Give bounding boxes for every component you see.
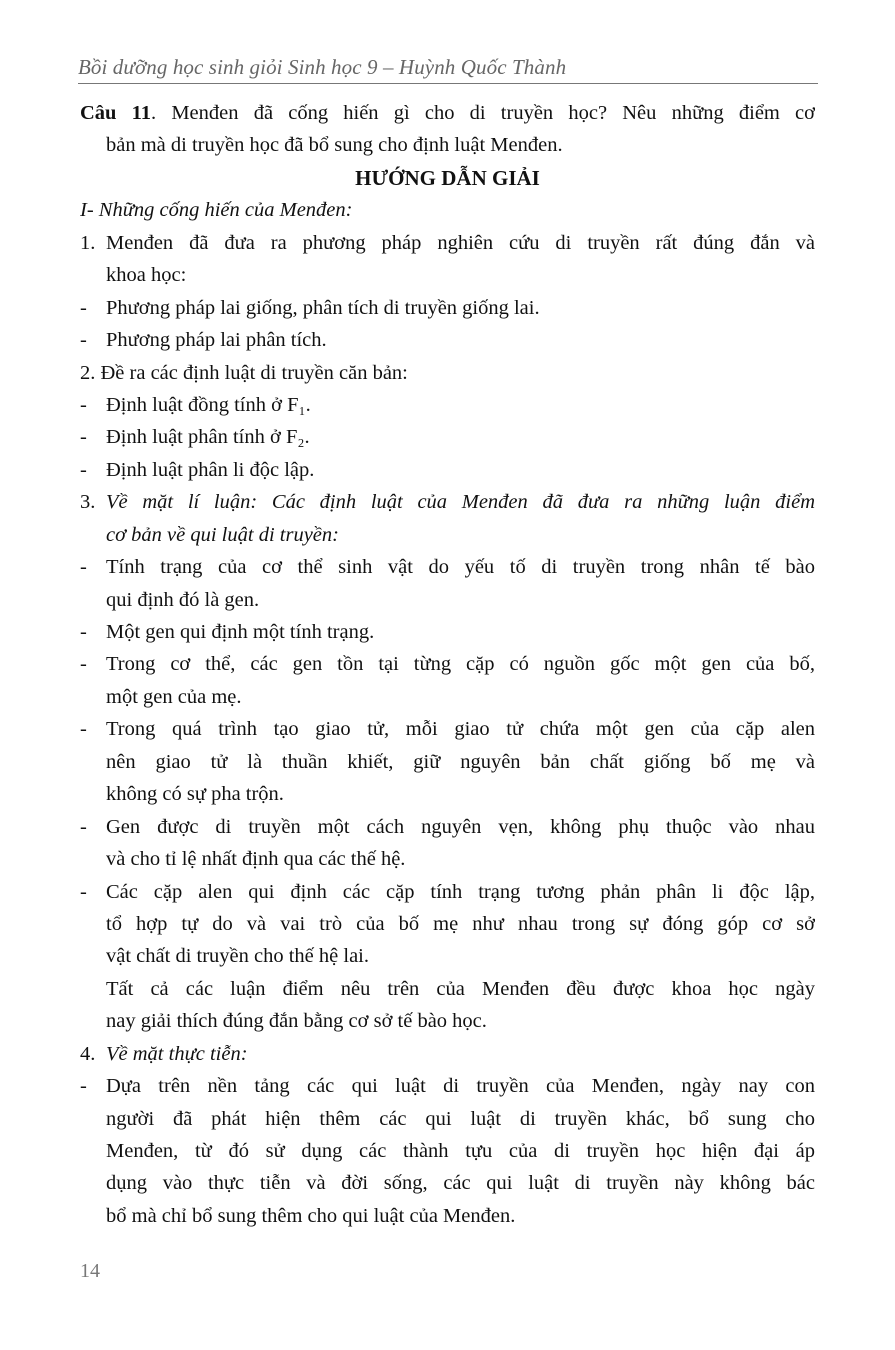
line-text: Gen được di truyền một cách nguyên vẹn, không phụ thuộc vào nhau (106, 815, 815, 838)
line-text: nên giao tử là thuần khiết, giữ nguyên bản chất giống bố mẹ và (106, 750, 815, 773)
text-line (80, 227, 815, 259)
question-text: . Menđen đã cống hiến gì cho di truyền học? Nêu những điểm cơ (151, 102, 815, 124)
text-line (80, 486, 815, 518)
list-marker: 3. (80, 491, 96, 514)
text-line (80, 811, 815, 843)
running-header: Bồi dưỡng học sinh giỏi Sinh học 9 – Huỳnh Quốc Thành (78, 55, 567, 79)
text-line (80, 1167, 815, 1199)
line-text: Về mặt lí luận: Các định luật của Menđen đã đưa ra những luận điểm (106, 491, 815, 514)
line-text: bản mà di truyền học đã bổ sung cho định luật Menđen. (106, 134, 563, 157)
line-text: Phương pháp lai giống, phân tích di truyền giống lai. (106, 296, 540, 319)
text-line (80, 648, 815, 680)
text-line (80, 1135, 815, 1167)
line-text: khoa học: (106, 264, 187, 287)
line-text: Menđen đã đưa ra phương pháp nghiên cứu di truyền rất đúng đắn và (106, 231, 815, 254)
line-text: Một gen qui định một tính trạng. (106, 621, 375, 643)
text-line (80, 973, 815, 1005)
line-text: và cho tỉ lệ nhất định qua các thế hệ. (106, 848, 406, 871)
line-text: bổ mà chỉ bổ sung thêm cho qui luật của Menđen. (106, 1204, 516, 1227)
line-text: Định luật phân tính ở F₂. (106, 426, 310, 449)
line-text: Dựa trên nền tảng các qui luật di truyền của Menđen, ngày nay con (106, 1075, 815, 1098)
line-text: Định luật đồng tính ở F₁. (106, 393, 311, 416)
line-text: nay giải thích đúng đắn bằng cơ sở tế bào học. (106, 1010, 487, 1033)
list-marker: - (80, 296, 87, 319)
line-text: I- Những cống hiến của Menđen: (80, 199, 353, 222)
text-line (80, 778, 815, 810)
line-text: Menđen, từ đó sử dụng các thành tựu của di truyền học hiện đại áp (106, 1140, 815, 1162)
line-text: Định luật phân li độc lập. (106, 458, 315, 481)
line-text: vật chất di truyền cho thế hệ lai. (106, 945, 369, 968)
list-marker: - (80, 621, 87, 643)
line-text: qui định đó là gen. (106, 588, 260, 611)
line-text: Về mặt thực tiễn: (106, 1042, 248, 1065)
line-text: Tính trạng của cơ thể sinh vật do yếu tố di truyền trong nhân tế bào (106, 556, 815, 579)
text-line (80, 843, 815, 875)
list-marker: - (80, 458, 87, 481)
line-text: HƯỚNG DẪN GIẢI (355, 165, 540, 190)
line-text: người đã phát hiện thêm các qui luật di truyền khác, bổ sung cho (106, 1107, 815, 1130)
list-marker: - (80, 880, 87, 903)
text-line (80, 681, 815, 713)
line-text: cơ bản về qui luật di truyền: (106, 523, 339, 546)
text-line (80, 1070, 815, 1102)
line-text: Các cặp alen qui định các cặp tính trạng tương phản phân li độc lập, (106, 880, 815, 903)
line-text: tổ hợp tự do và vai trò của bố mẹ như nhau trong sự đóng góp cơ sở (106, 912, 815, 935)
section-heading (80, 162, 815, 194)
text-line (80, 1103, 815, 1135)
line-text: 2. Đề ra các định luật di truyền căn bản: (80, 361, 408, 384)
list-marker: - (80, 329, 87, 352)
line-text: một gen của mẹ. (106, 685, 242, 708)
line-text (80, 97, 815, 129)
list-marker: 4. (80, 1042, 96, 1065)
line-text: Tất cả các luận điểm nêu trên của Menđen đều được khoa học ngày (106, 977, 815, 1000)
text-line (80, 584, 815, 616)
page-number: 14 (80, 1260, 100, 1282)
text-line (80, 389, 815, 421)
text-line (80, 259, 815, 291)
text-line (80, 1005, 815, 1037)
line-text: không có sự pha trộn. (106, 783, 284, 806)
text-line (80, 1038, 815, 1070)
list-marker: - (80, 393, 87, 416)
text-line (80, 551, 815, 583)
text-line (80, 357, 815, 389)
text-line (80, 194, 815, 226)
text-line (80, 1200, 815, 1232)
line-text: Trong quá trình tạo giao tử, mỗi giao tử chứa một gen của cặp alen (106, 718, 815, 741)
text-line (80, 97, 815, 129)
line-text: dụng vào thực tiễn và đời sống, các qui luật di truyền này không bác (106, 1172, 815, 1195)
list-marker: - (80, 653, 87, 676)
header-rule (78, 83, 818, 84)
page-body (80, 97, 815, 1232)
text-line (80, 519, 815, 551)
text-line (80, 713, 815, 745)
text-line (80, 940, 815, 972)
list-marker: - (80, 426, 87, 449)
text-line (80, 454, 815, 486)
text-line (80, 746, 815, 778)
text-line (80, 421, 815, 453)
list-marker: - (80, 718, 87, 741)
text-line (80, 616, 815, 648)
list-marker: - (80, 556, 87, 579)
list-marker: - (80, 1075, 87, 1098)
text-line (80, 292, 815, 324)
line-text: Phương pháp lai phân tích. (106, 329, 327, 352)
line-text: Trong cơ thể, các gen tồn tại từng cặp có nguồn gốc một gen của bố, (106, 653, 815, 676)
text-line (80, 324, 815, 356)
question-label: Câu 11 (80, 102, 152, 124)
text-line (80, 876, 815, 908)
list-marker: - (80, 815, 87, 838)
list-marker: 1. (80, 231, 96, 254)
text-line (80, 908, 815, 940)
text-line (80, 129, 815, 161)
